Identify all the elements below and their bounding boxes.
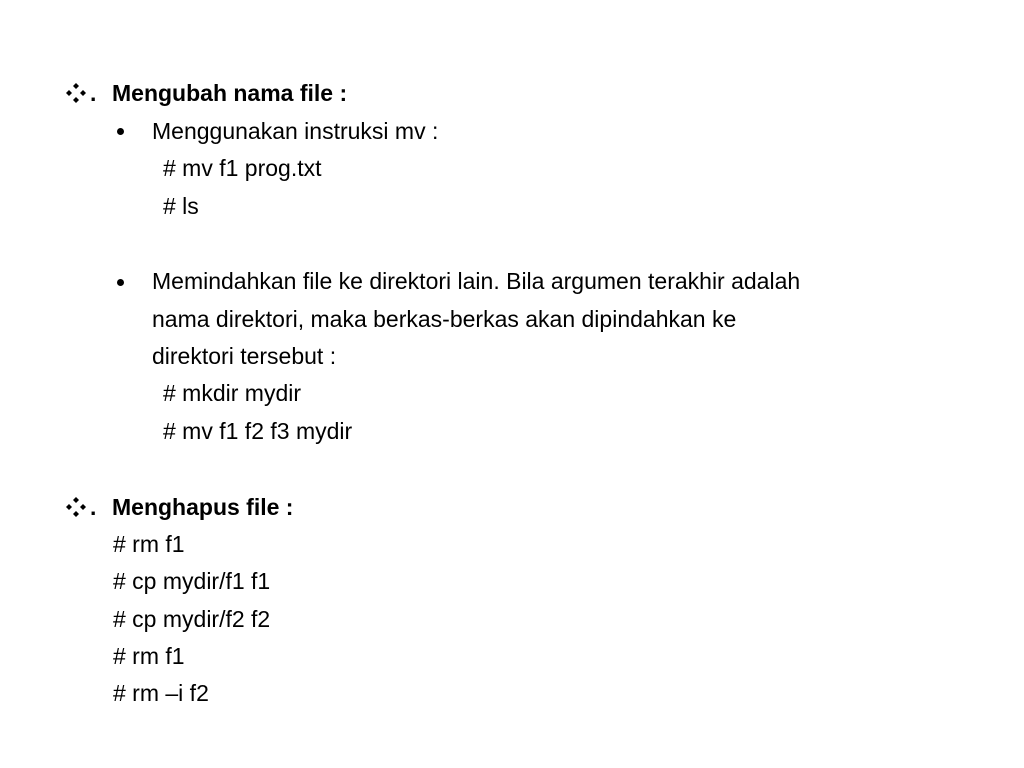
command-line: # mv f1 f2 f3 mydir (163, 418, 353, 444)
bullet-text-line: Memindahkan file ke direktori lain. Bila argumen terakhir adalah (152, 268, 801, 294)
four-diamond-bullet-icon (66, 83, 86, 103)
bullet-dot (117, 128, 124, 135)
command-line: # mv f1 prog.txt (163, 155, 322, 181)
command-line: # cp mydir/f1 f1 (113, 568, 271, 594)
bullet-period: . (90, 80, 97, 106)
bullet-text: Menggunakan instruksi mv : (152, 118, 439, 144)
command-line: # rm f1 (113, 531, 185, 557)
command-line: # rm f1 (113, 643, 185, 669)
section-heading-delete: Menghapus file : (112, 494, 294, 520)
command-line: # mkdir mydir (163, 380, 302, 406)
bullet-period: . (90, 494, 97, 520)
command-line: # ls (163, 193, 199, 219)
command-line: # cp mydir/f2 f2 (113, 606, 271, 632)
bullet-text-line: nama direktori, maka berkas-berkas akan dipindahkan ke (152, 306, 737, 332)
command-line: # rm –i f2 (113, 680, 209, 706)
bullet-text-line: direktori tersebut : (152, 343, 337, 369)
four-diamond-bullet-icon (66, 497, 86, 517)
bullet-dot (117, 279, 124, 286)
section-heading-rename: Mengubah nama file : (112, 80, 348, 106)
